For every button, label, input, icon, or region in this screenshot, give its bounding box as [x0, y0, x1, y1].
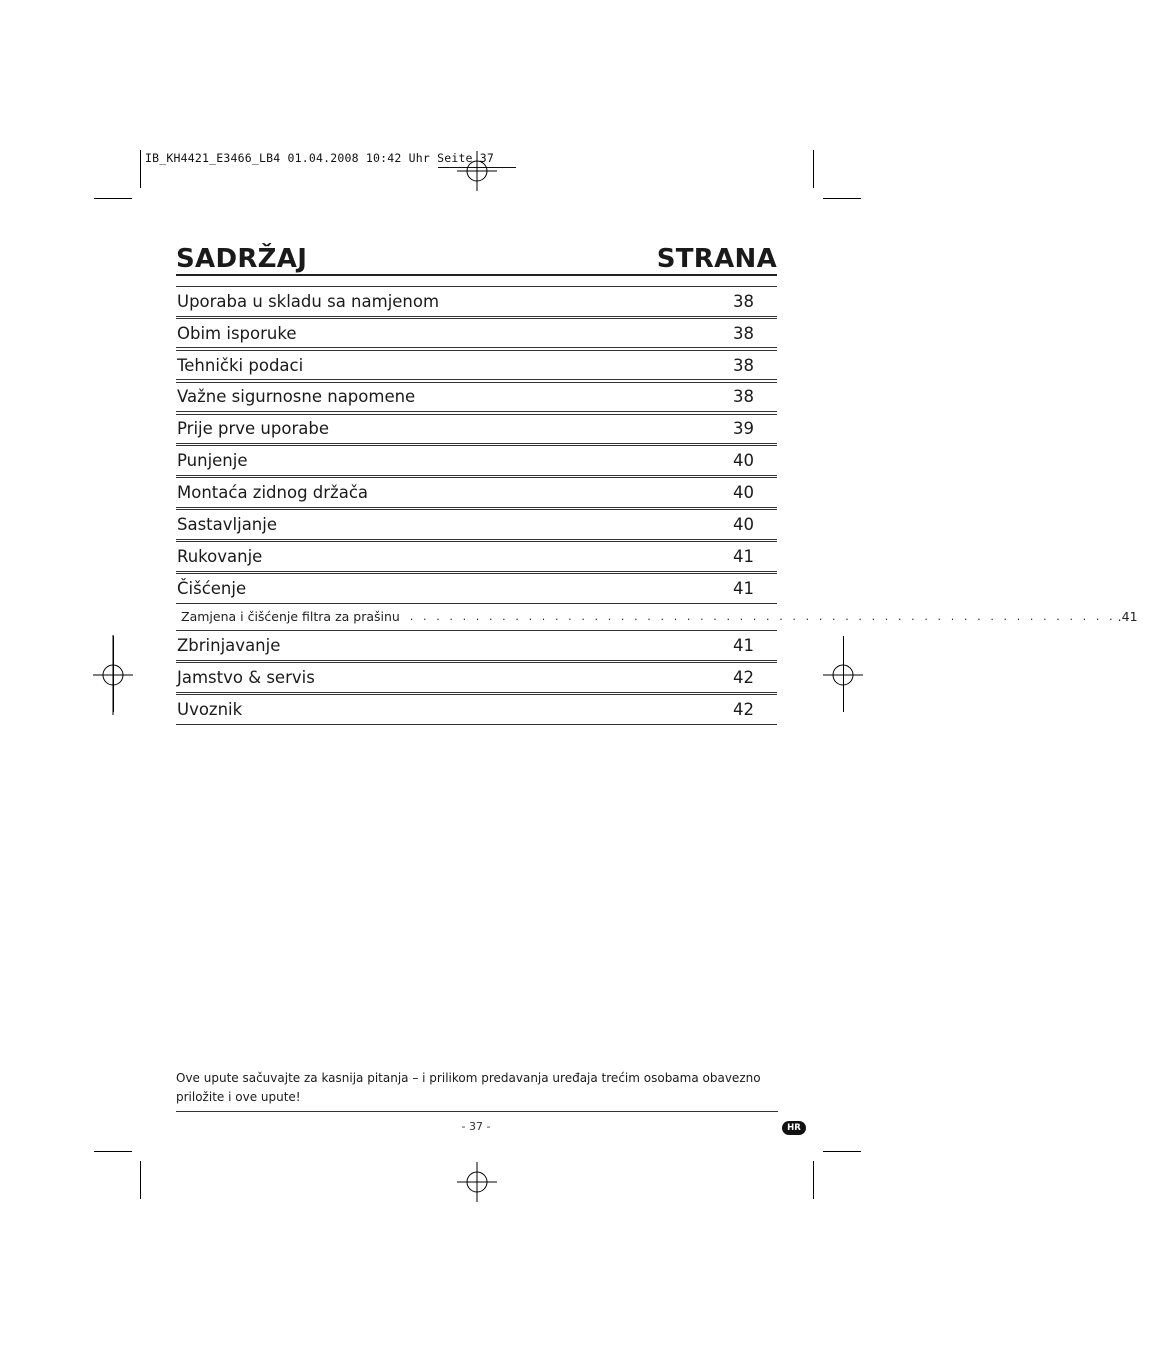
- crop-mark-bl-v: [140, 1161, 141, 1199]
- toc-header: [176, 242, 777, 276]
- toc-heading: SADRŽAJ: [176, 244, 308, 274]
- toc-entry-page: 39: [733, 419, 754, 439]
- toc-entry-page: 41: [733, 578, 754, 598]
- toc-entry-title: Obim isporuke: [177, 323, 297, 343]
- toc-entry-page: 38: [733, 355, 754, 375]
- toc-entry[interactable]: [176, 694, 777, 725]
- toc-entry[interactable]: [176, 509, 777, 540]
- toc-entry-page: 42: [733, 667, 754, 687]
- toc-entry-title: Sastavljanje: [177, 514, 277, 534]
- toc-entry-title: Prije prve uporabe: [177, 419, 329, 439]
- toc-entry[interactable]: [176, 350, 777, 381]
- toc-entry-page: 38: [733, 387, 754, 407]
- table-of-contents: [176, 286, 1138, 726]
- toc-entry-title: Čišćenje: [177, 578, 247, 598]
- toc-entry[interactable]: [176, 477, 777, 508]
- toc-entry[interactable]: [176, 662, 777, 693]
- toc-entry-title: Zbrinjavanje: [177, 636, 281, 656]
- toc-entry-page: 40: [733, 483, 754, 503]
- toc-entry-page: 41: [733, 546, 754, 566]
- toc-entry-title: Montaća zidnog držača: [177, 483, 368, 503]
- toc-entry-page: 38: [733, 323, 754, 343]
- toc-subentry-title: Zamjena i čišćenje filtra za prašinu: [181, 609, 400, 625]
- toc-entry-title: Uvoznik: [177, 699, 243, 719]
- toc-entry-title: Rukovanje: [177, 546, 263, 566]
- toc-entry[interactable]: [176, 286, 777, 317]
- page-number: - 37 -: [461, 1120, 491, 1133]
- toc-entry-title: Jamstvo & servis: [177, 667, 315, 687]
- toc-entry-page: 42: [733, 699, 754, 719]
- toc-entry-page: 40: [733, 514, 754, 534]
- toc-subentry-page: .41: [1117, 609, 1138, 625]
- toc-entry-title: Uporaba u skladu sa namjenom: [177, 291, 440, 311]
- toc-entry-page: 40: [733, 451, 754, 471]
- print-slug: IB_KH4421_E3466_LB4 01.04.2008 10:42 Uhr Seite 37: [145, 151, 495, 165]
- footer-rule: [176, 1111, 778, 1112]
- registration-line-right: [843, 636, 844, 712]
- toc-entry[interactable]: [176, 541, 777, 572]
- registration-mark-bottom-icon: [457, 1162, 497, 1202]
- crop-mark-br-v: [813, 1161, 814, 1199]
- toc-entry-title: Tehnički podaci: [177, 355, 304, 375]
- keep-instructions-note: Ove upute sačuvajte za kasnija pitanja – i prilikom predavanja uređaja trećim osobama obavezno priložite i ove upute!: [176, 1071, 761, 1104]
- toc-entry[interactable]: [176, 630, 777, 661]
- language-badge: HR: [782, 1121, 806, 1135]
- toc-entry-page: 38: [733, 291, 754, 311]
- toc-entry[interactable]: [176, 414, 777, 445]
- toc-entry-page: 41: [733, 636, 754, 656]
- crop-mark-tr-v: [813, 150, 814, 188]
- toc-entry[interactable]: [176, 382, 777, 413]
- crop-mark-br-h: [823, 1151, 861, 1152]
- toc-subentry[interactable]: [176, 605, 1138, 629]
- toc-entry-title: Važne sigurnosne napomene: [177, 387, 416, 407]
- page-column-heading: STRANA: [656, 244, 777, 274]
- registration-mark-top-icon: [457, 151, 497, 191]
- registration-line-left: [113, 636, 114, 712]
- toc-leader-dots: . . . . . . . . . . . . . . . . . . . . . . . . . . . . . . . . . . . . . . . . . . . . . . . . . . . . . .: [409, 610, 1116, 624]
- crop-mark-tl-v: [140, 150, 141, 188]
- toc-entry[interactable]: [176, 318, 777, 349]
- crop-mark-tr-h: [823, 198, 861, 199]
- crop-mark-bl-h: [94, 1151, 132, 1152]
- crop-mark-tl-h: [94, 198, 132, 199]
- toc-entry-title: Punjenje: [177, 451, 248, 471]
- toc-entry[interactable]: [176, 573, 777, 604]
- toc-entry[interactable]: [176, 445, 777, 476]
